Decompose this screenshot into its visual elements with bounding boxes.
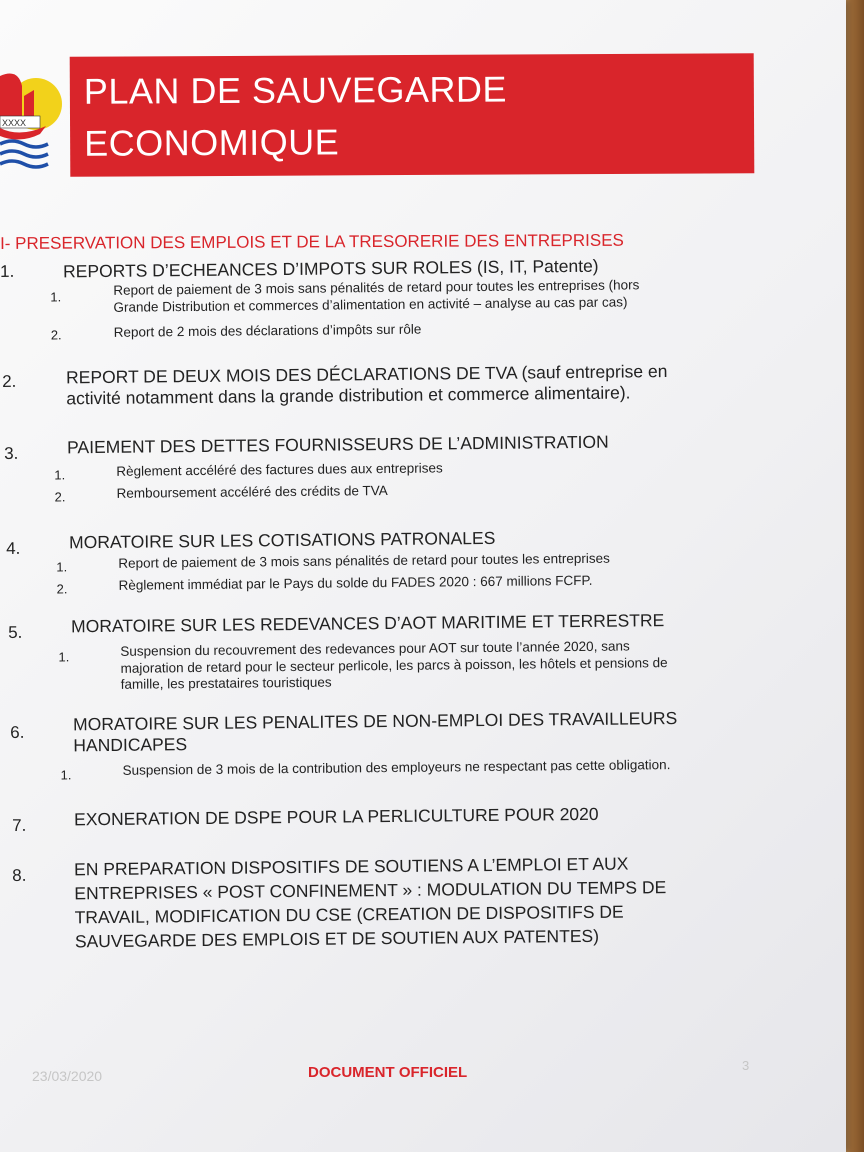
item-number: 5. [8, 622, 23, 642]
sub-item-text: Règlement accéléré des factures dues aux entreprises [116, 460, 443, 479]
french-polynesia-emblem-icon [0, 64, 66, 176]
item-title: REPORT DE DEUX MOIS DES DÉCLARATIONS DE TVA (sauf entreprise en activité notamment dans la grande distribution et commerce alimentaire). [65, 361, 668, 409]
page-number: 3 [742, 1058, 750, 1073]
item-number: 3. [4, 443, 19, 463]
item-title: EXONERATION DE DSPE POUR LA PERLICULTURE POUR 2020 [73, 803, 599, 830]
sub-item-number: 2. [54, 489, 66, 505]
footer-document-label: DOCUMENT OFFICIEL [308, 1064, 468, 1081]
sub-item-text: Règlement immédiat par le Pays du solde du FADES 2020 : 667 millions FCFP. [118, 572, 593, 593]
item-number: 4. [6, 538, 21, 558]
sub-item-text: Report de 2 mois des déclarations d’impôts sur rôle [113, 321, 422, 340]
sub-item-number: 1. [50, 289, 62, 305]
item-number: 2. [2, 371, 17, 391]
footer-date: 23/03/2020 [32, 1068, 103, 1084]
item-number: 7. [12, 815, 27, 835]
sub-item-number: 1. [60, 767, 72, 783]
item-title: MORATOIRE SUR LES PENALITES DE NON-EMPLOI DES TRAVAILLEURS HANDICAPES [72, 708, 678, 756]
sub-item-text: Suspension de 3 mois de la contribution des employeurs ne respectant pas cette obligation. [122, 757, 671, 778]
item-title: PAIEMENT DES DETTES FOURNISSEURS DE L’ADMINISTRATION [66, 431, 609, 458]
item-title: MORATOIRE SUR LES REDEVANCES D’AOT MARITIME ET TERRESTRE [70, 610, 665, 637]
title-line-1: PLAN DE SAUVEGARDE [83, 68, 508, 112]
sub-item-number: 1. [58, 649, 70, 665]
sub-item-number: 2. [50, 327, 62, 343]
sub-item-text: Suspension du recouvrement des redevances pour AOT sur toute l’année 2020, sans majoration de retard pour le secteur perlicole, les parcs à poisson, les hôtels et pensions de famille, les prestataires touristiques [120, 638, 668, 692]
sub-item-text: Remboursement accéléré des crédits de TVA [116, 482, 388, 501]
item-number: 8. [12, 865, 27, 885]
svg-text:XXXX: XXXX [2, 118, 27, 128]
title-line-2: ECONOMIQUE [84, 121, 340, 164]
item-title: EN PREPARATION DISPOSITIFS DE SOUTIENS A L’EMPLOI ET AUX ENTREPRISES « POST CONFINEMENT » : MODULATION DU TEMPS DE TRAVAIL, MODIFICATION DU CSE (CREATION DE DISPOSITIFS DE SAUVEGARDE DES EMPLOIS ET DE SOUTIEN AUX PATENTES) [74, 853, 667, 952]
title-banner [70, 53, 755, 177]
item-title: MORATOIRE SUR LES COTISATIONS PATRONALES [68, 527, 496, 553]
item-title: REPORTS D’ECHEANCES D’IMPOTS SUR ROLES (IS, IT, Patente) [62, 255, 599, 282]
sub-item-text: Report de paiement de 3 mois sans pénalités de retard pour toutes les entreprises (hors Grande Distribution et commerces d’alimentation en activité – analyse au cas par cas) [113, 277, 640, 315]
section-heading: I- PRESERVATION DES EMPLOIS ET DE LA TRESORERIE DES ENTREPRISES [0, 230, 624, 253]
item-number: 6. [10, 722, 25, 742]
sub-item-number: 2. [56, 581, 68, 597]
sub-item-text: Report de paiement de 3 mois sans pénalités de retard pour toutes les entreprises [118, 550, 610, 571]
sub-item-number: 1. [56, 559, 68, 575]
item-number: 1. [0, 261, 15, 281]
sub-item-number: 1. [54, 467, 66, 483]
